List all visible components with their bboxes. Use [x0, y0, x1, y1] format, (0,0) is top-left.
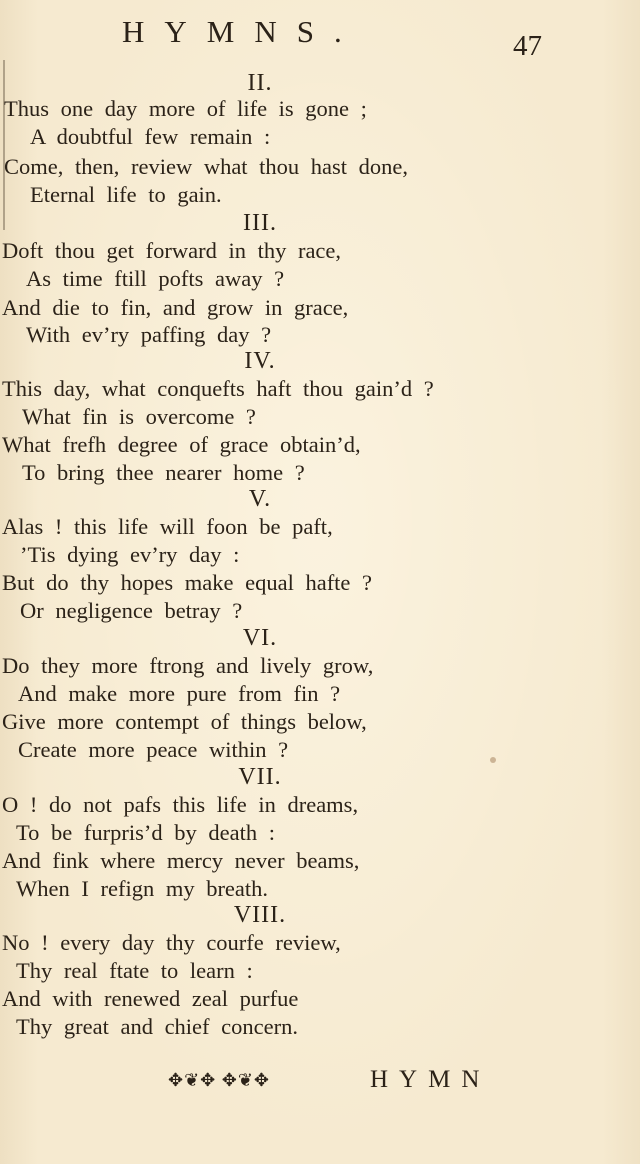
verse-line: No ! every day thy courfe review,: [2, 930, 341, 955]
verse-line: Give more contempt of things below,: [2, 709, 367, 734]
stanza-number: III.: [243, 210, 277, 236]
verse-line: To be furpris’d by death :: [16, 820, 275, 845]
verse-line: Or negligence betray ?: [20, 598, 243, 623]
verse-line: Eternal life to gain.: [30, 182, 222, 207]
verse-line: Thy great and chief concern.: [16, 1014, 298, 1039]
verse-line: Come, then, review what thou hast done,: [4, 154, 409, 179]
verse-line: But do thy hopes make equal hafte ?: [2, 570, 373, 595]
verse-line: And fink where mercy never beams,: [2, 848, 360, 873]
verse-line: Create more peace within ?: [18, 737, 289, 762]
verse-line: ’Tis dying ev’ry day :: [20, 542, 240, 567]
verse-line: This day, what conquefts haft thou gain’d ?: [2, 376, 434, 401]
page-number: 47: [513, 30, 542, 62]
stanza-number: IV.: [244, 348, 276, 374]
verse-line: To bring thee nearer home ?: [22, 460, 305, 485]
stanza-number: V.: [248, 486, 272, 512]
verse-line: Do they more ftrong and lively grow,: [2, 653, 374, 678]
stanza-number: VI.: [242, 625, 278, 651]
verse-line: With ev’ry paffing day ?: [26, 322, 272, 347]
verse-line: Alas ! this life will foon be paft,: [2, 514, 333, 539]
paper-stain: [490, 757, 496, 763]
verse-line: O ! do not pafs this life in dreams,: [2, 792, 359, 817]
running-title: HYMNS.: [122, 14, 362, 49]
stanza-number: II.: [247, 70, 273, 96]
verse-line: What fin is overcome ?: [22, 404, 256, 429]
stanza-number: VIII.: [233, 902, 287, 928]
verse-line: A doubtful few remain :: [30, 124, 271, 149]
verse-line: And die to fin, and grow in grace,: [2, 295, 349, 320]
verse-line: Thus one day more of life is gone ;: [4, 96, 367, 121]
verse-line: What frefh degree of grace obtain’d,: [2, 432, 361, 457]
catchword: HYMN: [370, 1066, 491, 1093]
verse-line: And with renewed zeal purfue: [2, 986, 299, 1011]
verse-line: Thy real ftate to learn :: [16, 958, 253, 983]
verse-line: Doft thou get forward in thy race,: [2, 238, 342, 263]
verse-line: And make more pure from fin ?: [18, 681, 341, 706]
printers-ornament: ✥❦✥ ✥❦✥: [168, 1070, 270, 1090]
stanza-number: VII.: [238, 764, 282, 790]
verse-line: As time ftill pofts away ?: [26, 266, 285, 291]
verse-line: When I refign my breath.: [16, 876, 269, 901]
